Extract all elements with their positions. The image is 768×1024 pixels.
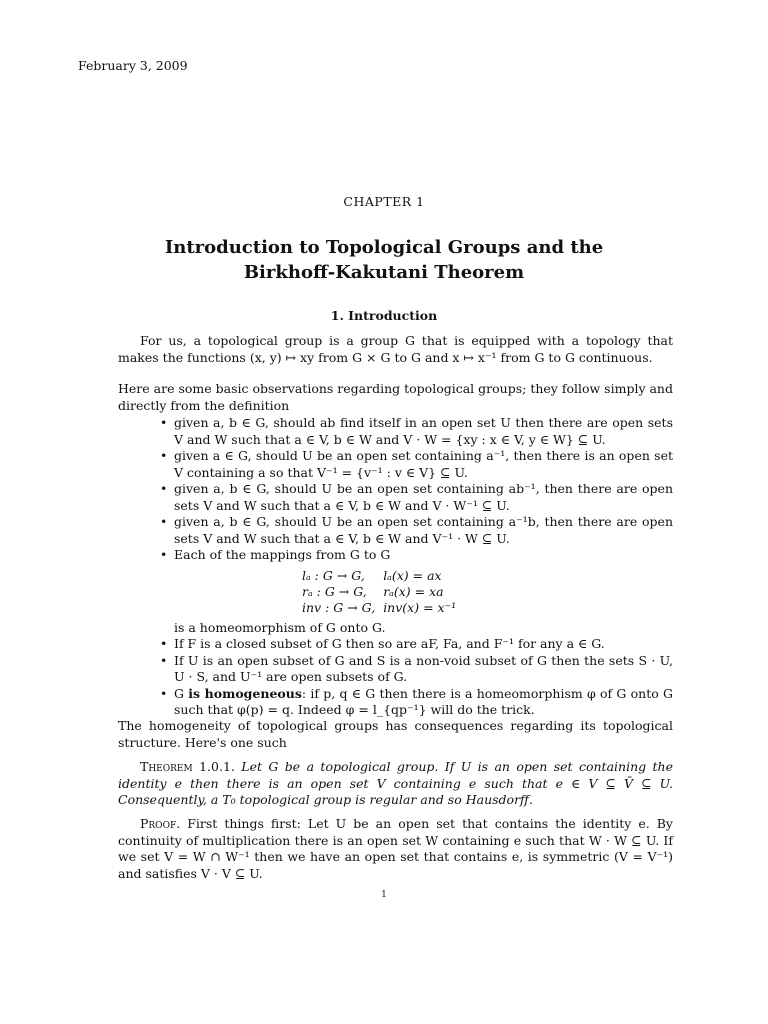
document-date: February 3, 2009 xyxy=(78,58,188,73)
bullet-icon: • xyxy=(160,636,168,651)
table-row: rₐ : G → G, rₐ(x) = xa xyxy=(302,583,444,599)
chapter-title-line1: Introduction to Topological Groups and the xyxy=(164,237,604,258)
intro-paragraph: For us, a topological group is a group G that is equipped with a topology that makes the functions (x, y) ↦ xy from G × G to G and x ↦ x⁻¹ from G to G continuous. xyxy=(118,333,673,365)
bullet-icon: • xyxy=(160,448,168,463)
chapter-title xyxy=(0,235,768,285)
table-row: lₐ : G → G, lₐ(x) = ax xyxy=(302,567,442,583)
bullet-icon: • xyxy=(160,514,168,529)
proof-block xyxy=(118,816,673,882)
list-item: • given a, b ∈ G, should ab find itself in an open set U then there are open sets V and W such that a ∈ V, b ∈ W and V · W = {xy : x ∈ V, y ∈ W} ⊆ U. xyxy=(160,415,673,447)
consequence-paragraph: The homogeneity of topological groups has consequences regarding its topological structure. Here's one such xyxy=(118,718,673,750)
section-heading: 1. Introduction xyxy=(330,308,438,323)
list-item: • If U is an open subset of G and S is a non-void subset of G then the sets S · U, U · S, and U⁻¹ are open subsets of G. xyxy=(160,652,673,684)
observations-list xyxy=(160,415,673,719)
observations-lead: Here are some basic observations regarding topological groups; they follow simply and directly from the definition xyxy=(118,381,673,413)
proof-body: First things first: Let U be an open set that contains the identity e. By continuity of multiplication there is an open set W containing e such that W · W ⊆ U. If we set V = W ∩ W⁻¹ then we have an open set that contains e, is symmetric (V = V⁻¹) and satisfies V · V ⊆ U. xyxy=(118,816,673,881)
mappings-tail: is a homeomorphism of G onto G. xyxy=(174,619,386,635)
chapter-label: CHAPTER 1 xyxy=(343,194,425,209)
list-item: • G is homogeneous: if p, q ∈ G then there is a homeomorphism φ of G onto G such that φ(p) = q. Indeed φ = l_{qp⁻¹} will do the trick. xyxy=(160,685,673,717)
mappings-table xyxy=(302,568,464,616)
bullet-icon: • xyxy=(160,481,168,496)
list-item: • given a ∈ G, should U be an open set containing a⁻¹, then there is an open set V containing a so that V⁻¹ = {v⁻¹ : v ∈ V} ⊆ U. xyxy=(160,448,673,480)
bullet-icon: • xyxy=(160,415,168,430)
theorem-body: Let G be a topological group. If U is an open set containing the identity e then there is an open set V containing e such that e ∈ V ⊆ V̄ ⊆ U. Consequently, a T₀ topological group is regular and so Hausdorff. xyxy=(118,759,673,807)
theorem-block xyxy=(118,759,673,809)
chapter-title-line2: Birkhoff-Kakutani Theorem xyxy=(243,262,525,283)
table-row: inv : G → G, inv(x) = x⁻¹ xyxy=(302,599,457,615)
homogeneous-term: is homogeneous xyxy=(188,685,302,701)
list-item: • If F is a closed subset of G then so are aF, Fa, and F⁻¹ for any a ∈ G. xyxy=(160,636,605,651)
page-number: 1 xyxy=(381,890,387,900)
list-item: • given a, b ∈ G, should U be an open set containing a⁻¹b, then there are open sets V and W such that a ∈ V, b ∈ W and V⁻¹ · W ⊆ U. xyxy=(160,514,673,546)
proof-label: Proof. xyxy=(140,816,181,831)
theorem-label: Theorem 1.0.1. xyxy=(140,759,235,774)
list-item: • given a, b ∈ G, should U be an open set containing ab⁻¹, then there are open sets V and W such that a ∈ V, b ∈ W and V · W⁻¹ ⊆ U. xyxy=(160,481,673,513)
bullet-icon: • xyxy=(160,685,168,701)
bullet-icon: • xyxy=(160,547,168,562)
bullet-icon: • xyxy=(160,652,168,668)
list-item: • Each of the mappings from G to G lₐ : G → G, lₐ(x) = ax rₐ : G → G, rₐ(x) = xa inv : G → G, inv(x) = x⁻¹ is a homeomorphism of G onto G. xyxy=(160,547,673,636)
